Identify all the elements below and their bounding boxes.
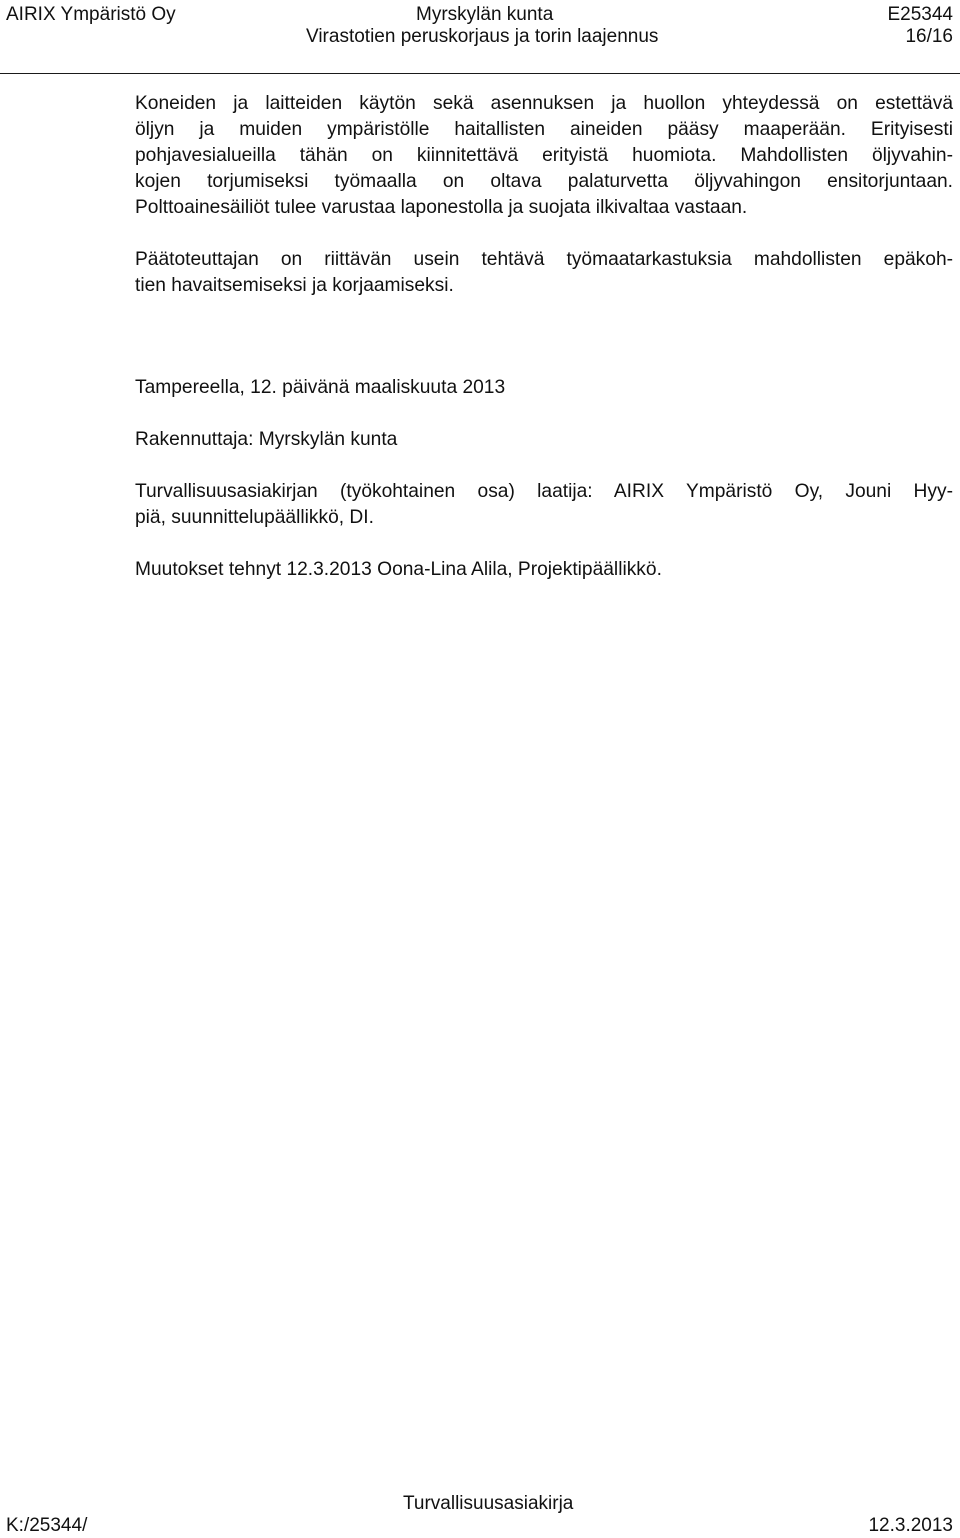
footer-path: K:/25344/: [6, 1515, 88, 1536]
author-paragraph: [135, 479, 953, 531]
place-and-date: Tampereella, 12. päivänä maaliskuuta 2013: [135, 377, 506, 398]
footer-date: 12.3.2013: [868, 1515, 953, 1536]
paragraph-oil-prevention: [135, 91, 953, 221]
footer-doc-title: Turvallisuusasiakirja: [403, 1493, 574, 1514]
header-project-title: Virastotien peruskorjaus ja torin laajennus: [306, 26, 659, 47]
header-divider: [0, 73, 960, 74]
header-client: Myrskylän kunta: [416, 4, 554, 25]
paragraph-line: pohjavesialueilla tähän on kiinnitettävä erityistä huomiota. Mahdollisten öljyvahin-: [135, 145, 953, 166]
paragraph-line: öljyn ja muiden ympäristölle haitallisten aineiden pääsy maaperään. Erityisesti: [135, 119, 953, 140]
paragraph-line: piä, suunnittelupäällikkö, DI.: [135, 507, 374, 528]
paragraph-line: kojen torjumiseksi työmaalla on oltava palaturvetta öljyvahingon ensitorjuntaan.: [135, 171, 953, 192]
paragraph-line: Turvallisuusasiakirjan (työkohtainen osa) laatija: AIRIX Ympäristö Oy, Jouni Hyy-: [135, 481, 953, 502]
paragraph-inspections: [135, 247, 953, 299]
paragraph-line: Päätoteuttajan on riittävän usein tehtävä työmaatarkastuksia mahdollisten epäkoh-: [135, 249, 953, 270]
changes-line: Muutokset tehnyt 12.3.2013 Oona-Lina Alila, Projektipäällikkö.: [135, 559, 662, 580]
header-page-number: 16/16: [905, 26, 953, 47]
paragraph-line: Polttoainesäiliöt tulee varustaa laponestolla ja suojata ilkivaltaa vastaan.: [135, 197, 748, 218]
header-company: AIRIX Ympäristö Oy: [6, 4, 176, 25]
client-line: Rakennuttaja: Myrskylän kunta: [135, 429, 398, 450]
paragraph-line: Koneiden ja laitteiden käytön sekä asennuksen ja huollon yhteydessä on estettävä: [135, 93, 953, 114]
header-project-code: E25344: [887, 4, 953, 25]
paragraph-line: tien havaitsemiseksi ja korjaamiseksi.: [135, 275, 454, 296]
